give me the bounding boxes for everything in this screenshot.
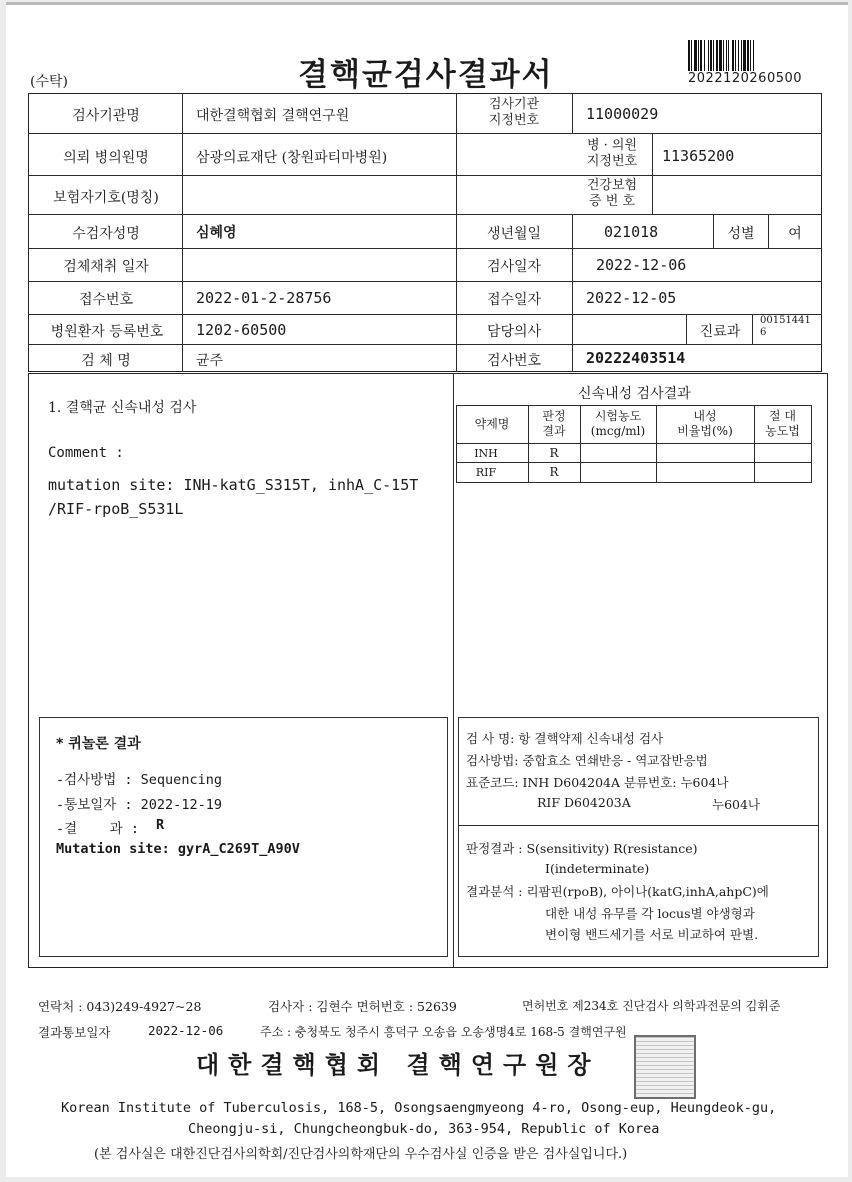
sex-label: 성별: [727, 226, 755, 242]
judgement-line-2: I(indeterminate): [545, 861, 650, 876]
rapid-result-table: [456, 405, 811, 483]
hospital-desig-label: 병 · 의원 지정번호: [586, 138, 638, 169]
receipt-number: 2022-01-2-28756: [196, 289, 332, 307]
license: 면허번호 제234호 진단검사 의학과전문의 김휘준: [522, 999, 781, 1013]
collect-date-label: 검체채취 일자: [63, 259, 149, 275]
receipt-date: 2022-12-05: [586, 289, 677, 307]
quinolone-method: -검사방법 : Sequencing: [56, 772, 222, 788]
quinolone-result-label: -결 과 :: [56, 821, 139, 837]
address: 주소 : 충청북도 청주시 흥덕구 오송읍 오송생명4로 168-5 결핵연구원: [260, 1025, 627, 1039]
health-insurance-label: 건강보험 증 번 호: [586, 178, 638, 209]
comment-label: Comment :: [48, 445, 124, 461]
quinolone-result-value: R: [156, 817, 165, 833]
doctor-label: 담당의사: [486, 324, 542, 340]
certification-note: (본 검사실은 대한진단검사의학회/진단검사의학재단의 우수검사실 인증을 받은 검사실입니다.): [94, 1147, 628, 1162]
row-drug-rif: RIF: [475, 466, 497, 479]
request-hospital-label: 의뢰 병의원명: [63, 150, 149, 166]
insured-label: 보험자기호(명칭): [53, 190, 159, 206]
department-code: 00151441 6: [760, 315, 811, 338]
institute-name-korean: 대한결핵협회 결핵연구원장: [196, 1051, 600, 1079]
barcode-icon: [688, 40, 806, 71]
test-number-label: 검사번호: [486, 353, 542, 369]
rapid-test-section-title: 1. 결핵균 신속내성 검사: [48, 400, 197, 416]
header-drug: 약제명: [474, 417, 510, 431]
standard-code-inh: 표준코드: INH D604204A 분류번호: 누604나: [466, 775, 729, 790]
notify-date: 2022-12-06: [148, 1023, 224, 1038]
patient-name-label: 수검자성명: [72, 226, 140, 242]
row-result-inh: R: [549, 446, 559, 460]
lab-name-label: 검사기관명: [72, 108, 140, 124]
header-result: 판정 결과: [542, 409, 566, 438]
rapid-result-title: 신속내성 검사결과: [578, 386, 691, 402]
receipt-date-label: 접수일자: [486, 292, 542, 308]
test-date-label: 검사일자: [486, 259, 542, 275]
mutation-site-line-1: mutation site: INH-katG_S315T, inhA_C-15T: [48, 476, 419, 494]
official-seal-icon: [634, 1035, 696, 1099]
notify-date-label: 결과통보일자: [38, 1025, 111, 1040]
quinolone-result-box: [39, 717, 448, 957]
specimen: 균주: [196, 353, 224, 369]
dob-label: 생년월일: [486, 226, 542, 242]
header-absolute: 절 대 농도법: [765, 409, 800, 438]
registration-number: 1202-60500: [196, 321, 287, 339]
test-name: 검 사 명: 항 결핵약제 신속내성 검사: [466, 731, 664, 746]
row-result-rif: R: [549, 465, 559, 479]
lab-name: 대한결핵협회 결핵연구원: [196, 108, 350, 124]
consign-label: (수탁): [30, 74, 68, 90]
sex: 여: [788, 226, 802, 242]
test-date: 2022-12-06: [596, 256, 687, 274]
examiner: 검사자 : 김현수 면허번호 : 52639: [268, 999, 457, 1014]
department-label: 진료과: [699, 324, 741, 340]
analysis-line-1: 결과분석 : 리팜핀(rpoB), 아이나(katG,inhA,ahpC)에: [466, 884, 769, 899]
hospital-desig-number: 11365200: [662, 147, 735, 165]
specimen-label: 검 체 명: [81, 353, 131, 369]
judgement-line-1: 판정결과 : S(sensitivity) R(resistance): [466, 841, 698, 856]
lab-desig-label: 검사기관 지정번호: [488, 97, 540, 128]
standard-code-rif: RIF D604203A: [537, 795, 631, 810]
header-concentration: 시험농도 (mcg/ml): [590, 409, 646, 438]
test-number: 20222403514: [586, 349, 686, 367]
mutation-site-line-2: /RIF-rpoB_S531L: [48, 500, 184, 518]
analysis-line-2: 대한 내성 유무를 각 locus별 야생형과: [545, 906, 755, 921]
document-title: 결핵균검사결과서: [298, 57, 554, 93]
quinolone-title: * 퀴놀론 결과: [56, 736, 141, 752]
contact: 연락처 : 043)249-4927~28: [38, 999, 202, 1014]
patient-name: 심혜영: [196, 225, 237, 241]
header-proportion: 내성 비율법(%): [677, 409, 733, 438]
registration-number-label: 병원환자 등록번호: [50, 324, 164, 340]
dob: 021018: [604, 223, 659, 241]
receipt-number-label: 접수번호: [78, 292, 134, 308]
report-page: [6, 2, 848, 1177]
test-approach: 검사방법: 중합효소 연쇄반응 - 역교잡반응법: [466, 753, 708, 768]
row-drug-inh: INH: [474, 447, 498, 460]
english-address-line-1: Korean Institute of Tuberculosis, 168-5, Osongsaengmyeong 4-ro, Osong-eup, Heungdeok-gu,: [61, 1100, 777, 1116]
english-address-line-2: Cheongju-si, Chungcheongbuk-do, 363-954, Republic of Korea: [188, 1121, 660, 1137]
quinolone-notify-date: -통보일자 : 2022-12-19: [56, 797, 222, 813]
quinolone-mutation: Mutation site: gyrA_C269T_A90V: [56, 841, 300, 857]
analysis-line-3: 변이형 밴드세기를 서로 비교하여 판별.: [545, 927, 759, 942]
classification-rif: 누604나: [712, 797, 761, 812]
barcode-number: 2022120260500: [688, 71, 803, 86]
request-hospital: 삼광의료재단 (창원파티마병원): [196, 150, 388, 166]
lab-desig-number: 11000029: [586, 105, 659, 123]
